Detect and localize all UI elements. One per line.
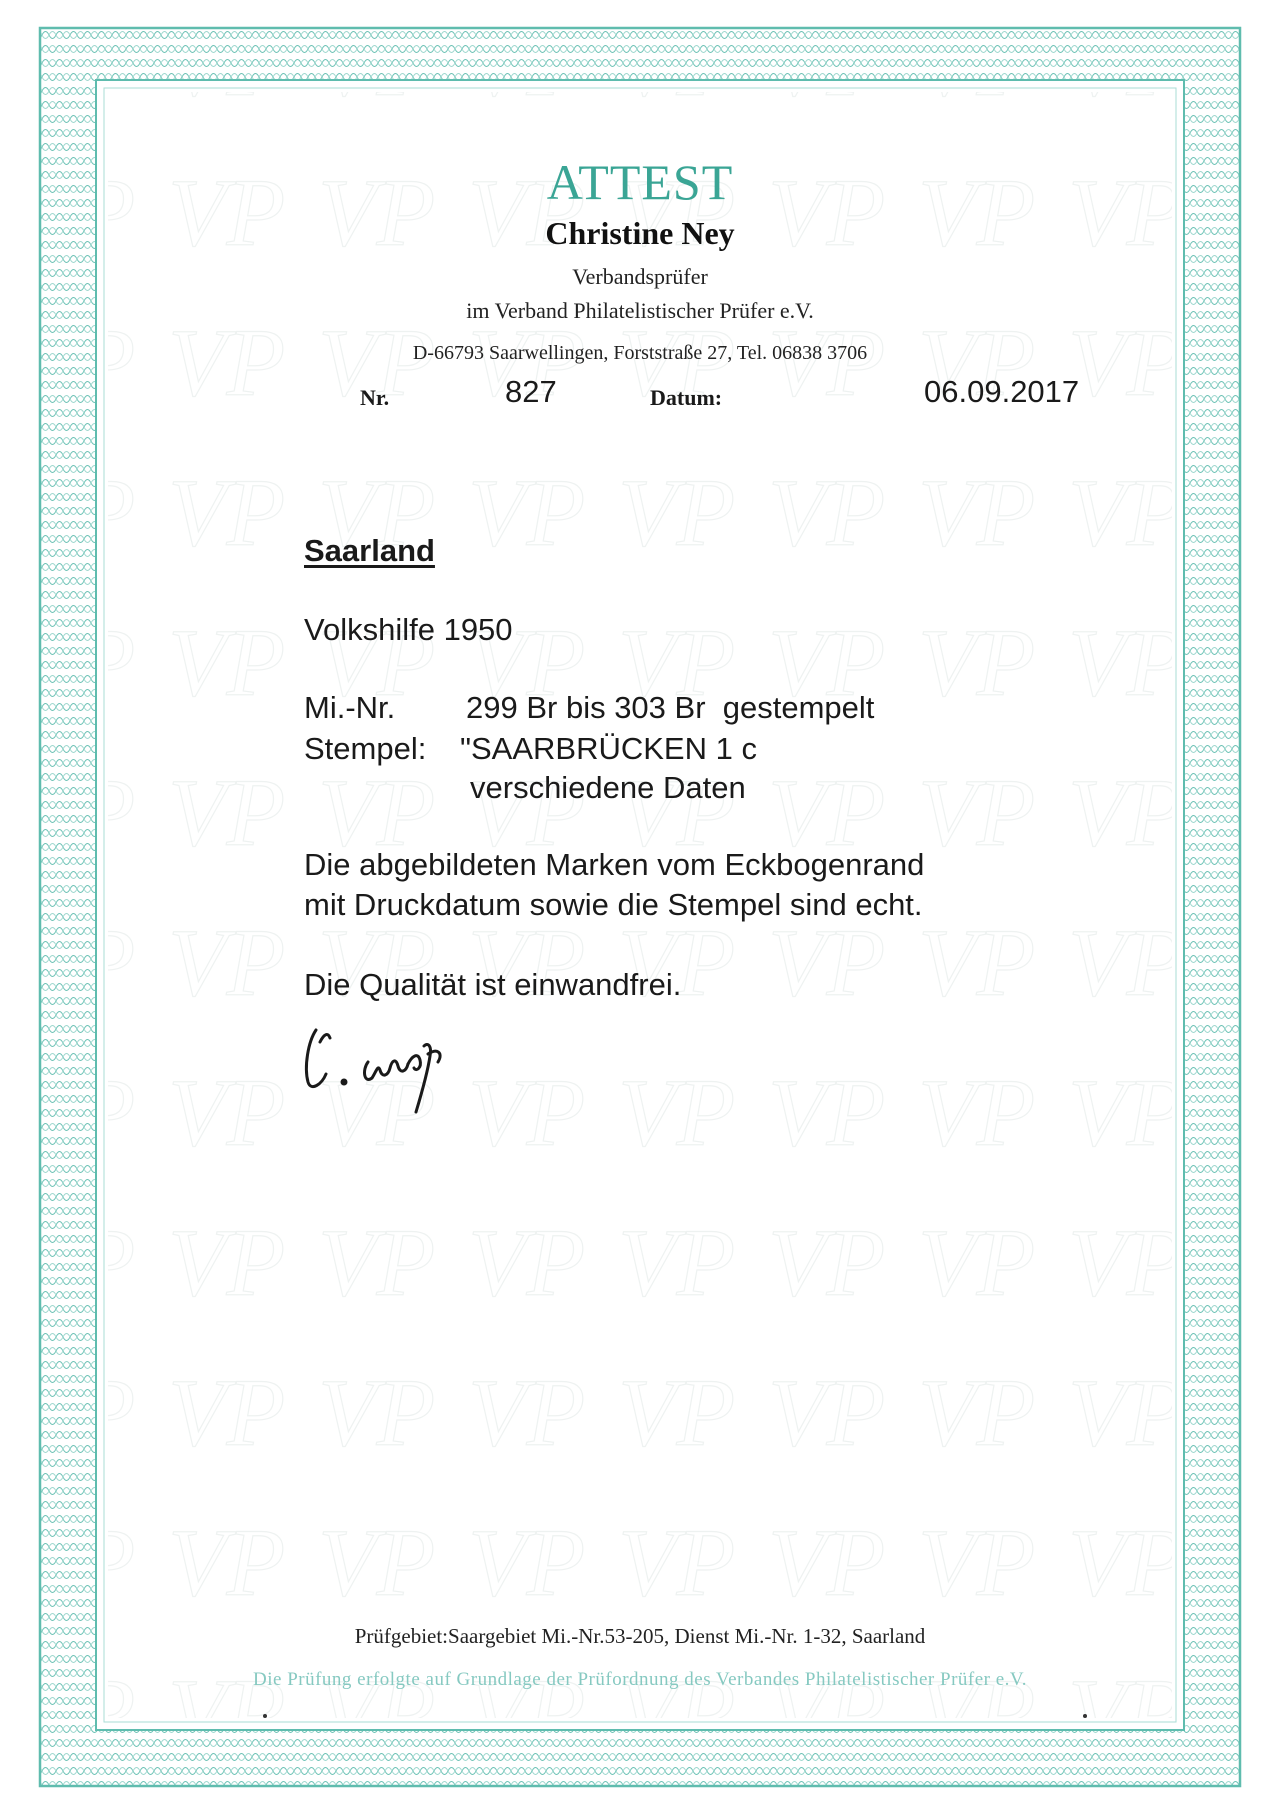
issue-name: Volkshilfe 1950 <box>304 612 513 647</box>
examiner-role: Verbandsprüfer <box>572 264 708 289</box>
dot-left <box>263 1714 267 1718</box>
certificate-date: 06.09.2017 <box>924 374 1080 409</box>
association: im Verband Philatelistischer Prüfer e.V. <box>466 298 814 323</box>
handwritten-signature <box>298 1012 478 1122</box>
examination-basis: Die Prüfung erfolgte auf Grundlage der Prüfordnung des Verbandes Philatelistischer Prüfer e.V. <box>253 1669 1027 1690</box>
examination-scope: Prüfgebiet:Saargebiet Mi.-Nr.53-205, Dienst Mi.-Nr. 1-32, Saarland <box>354 1624 926 1648</box>
catalog-number-value: 299 Br bis 303 Br gestempelt <box>466 690 875 725</box>
quality-statement: Die Qualität ist einwandfrei. <box>304 967 682 1002</box>
statement-line-1: Die abgebildeten Marken vom Eckbogenrand <box>304 847 925 882</box>
certificate-title: ATTEST <box>546 154 734 210</box>
examiner-name: Christine Ney <box>545 215 735 251</box>
date-label: Datum: <box>650 385 723 410</box>
postmark-dates: verschiedene Daten <box>470 770 746 805</box>
catalog-number-label: Mi.-Nr. <box>304 690 396 725</box>
postmark-label: Stempel: <box>304 731 427 766</box>
examiner-address: D-66793 Saarwellingen, Forststraße 27, Tel. 06838 3706 <box>412 342 868 364</box>
region-heading: Saarland <box>304 533 435 568</box>
certificate-number: 827 <box>505 374 557 409</box>
postmark-value: "SAARBRÜCKEN 1 c <box>460 731 757 766</box>
number-label: Nr. <box>360 385 390 410</box>
statement-line-2: mit Druckdatum sowie die Stempel sind echt. <box>304 887 923 922</box>
dot-right <box>1083 1714 1087 1718</box>
